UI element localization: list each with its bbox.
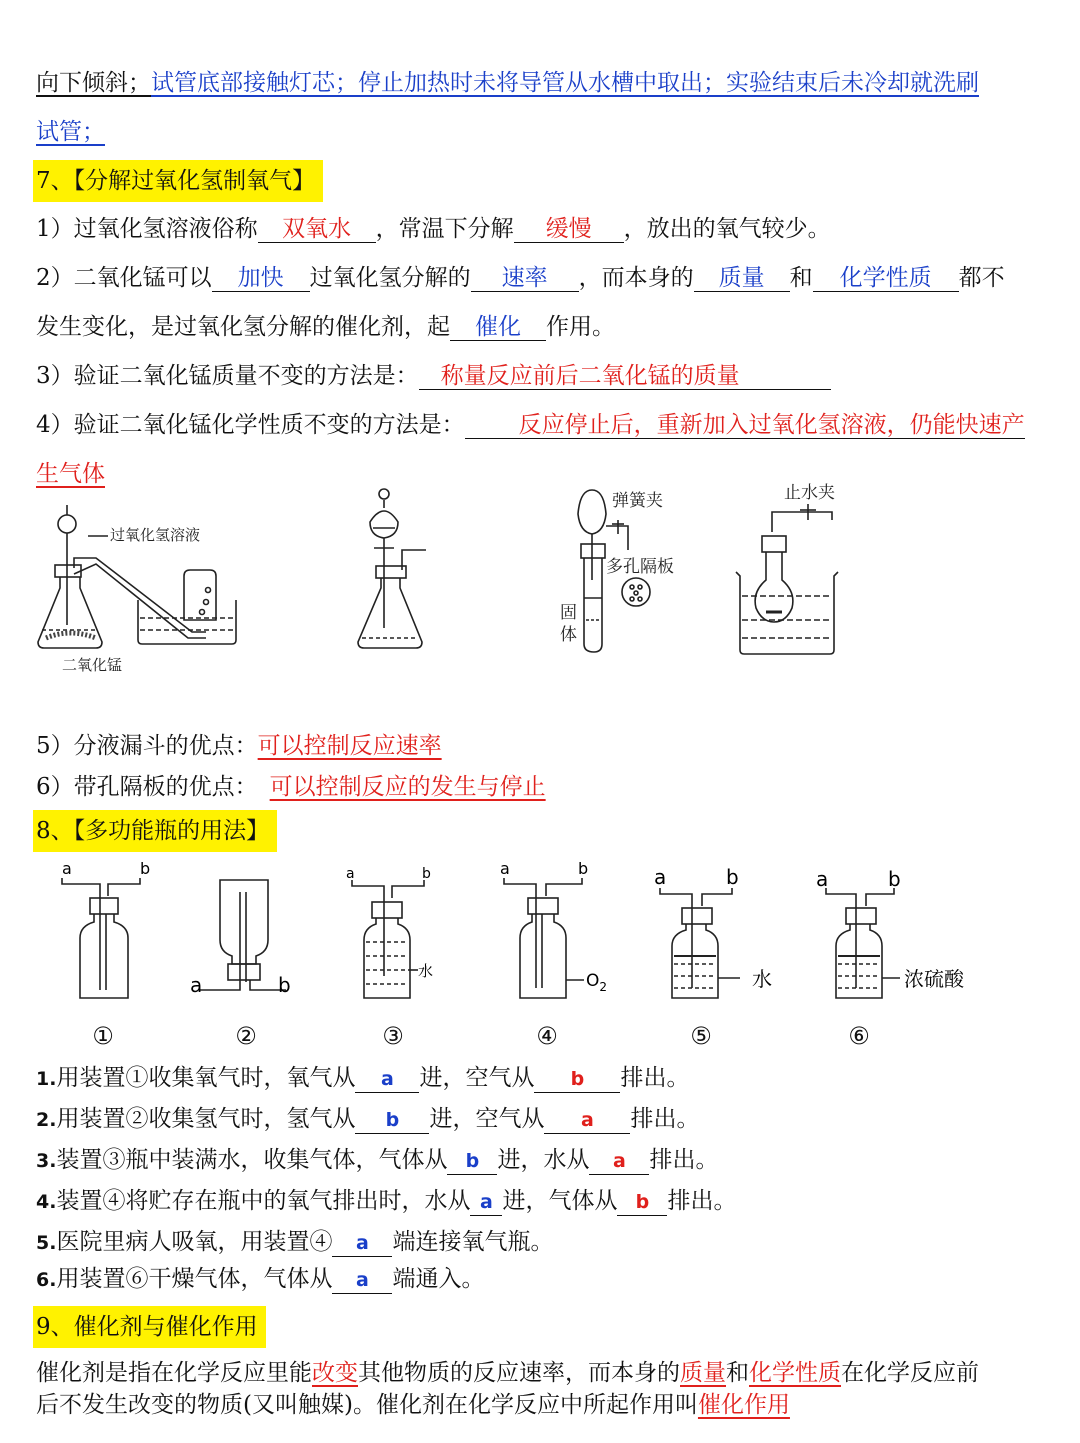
- port-label: b: [140, 859, 151, 878]
- question-line: [36, 772, 1046, 802]
- question-text: ，而本身的: [578, 265, 694, 291]
- side-label: 水: [752, 967, 772, 991]
- separatory-funnel-flask-diagram: [358, 489, 426, 648]
- answer-blank: b: [617, 1189, 667, 1216]
- diagram-label: 过氧化氢溶液: [110, 526, 201, 544]
- section-heading: 8、【多功能瓶的用法】: [33, 810, 277, 852]
- question-line: [36, 1227, 1046, 1258]
- bottle-caption: ②: [235, 1022, 257, 1050]
- question-line: [36, 731, 1046, 761]
- answer-blank: b: [447, 1148, 497, 1175]
- bottle-2: [200, 880, 286, 990]
- bottle-caption: ①: [92, 1022, 114, 1050]
- question-line: [36, 312, 1046, 342]
- question-text: 1）过氧化氢溶液俗称: [36, 216, 258, 242]
- answer-text: 可以控制反应的发生与停止: [269, 774, 546, 800]
- question-text: 2）二氧化锰可以: [36, 265, 212, 291]
- bottle-1: [62, 878, 140, 998]
- question-line: [36, 263, 1046, 293]
- answer-text: 可以控制反应速率: [257, 733, 442, 759]
- question-line: [36, 214, 1046, 244]
- answer-text: 试管；: [36, 119, 105, 145]
- port-label: a: [816, 867, 829, 891]
- port-label: a: [654, 865, 667, 889]
- keyword: 质量: [680, 1360, 726, 1386]
- question-text: 进，空气从: [429, 1106, 545, 1132]
- answer-blank: 反应停止后，重新加入过氧化氢溶液，仍能快速产: [465, 412, 1025, 439]
- bottle-4: [504, 878, 584, 998]
- port-label: a: [62, 859, 72, 878]
- beaker-with-stopcock-diagram: [736, 504, 838, 654]
- port-label: a: [346, 866, 355, 882]
- port-label: a: [500, 859, 510, 878]
- paragraph-text: 催化剂是指在化学反应里能: [36, 1360, 312, 1386]
- question-text: 用装置①收集氧气时，氧气从: [56, 1065, 356, 1091]
- answer-blank: 化学性质: [813, 265, 959, 292]
- bottle-caption: ⑥: [848, 1022, 870, 1050]
- side-label: $O_2$: [586, 971, 608, 994]
- question-text: 6）带孔隔板的优点：: [36, 774, 258, 800]
- bottle-caption: ⑤: [690, 1022, 712, 1050]
- diagram-label: 多孔隔板: [606, 557, 674, 577]
- question-text: 过氧化氢分解的: [309, 265, 471, 291]
- keyword: 化学性质: [749, 1360, 841, 1386]
- diagram-label: 体: [560, 625, 577, 645]
- answer-blank: 加快: [212, 265, 310, 292]
- question-line: [36, 1264, 1046, 1295]
- answer-blank: 称量反应前后二氧化锰的质量: [419, 363, 831, 390]
- question-line: [36, 1186, 1046, 1217]
- text-line: [36, 117, 1046, 147]
- port-label: b: [888, 867, 901, 891]
- diagram-label: 止水夹: [784, 483, 835, 503]
- question-text: ，放出的氧气较少。: [623, 216, 831, 242]
- question-text: 5）分液漏斗的优点：: [36, 733, 258, 759]
- question-text: 和: [789, 265, 813, 291]
- port-label: a: [190, 973, 203, 997]
- question-text: 排出。: [620, 1065, 690, 1091]
- paragraph-line: [36, 1390, 1046, 1420]
- answer-blank: a: [589, 1148, 649, 1175]
- question-line: [36, 410, 1046, 440]
- question-text: 端通入。: [392, 1266, 485, 1292]
- bottle-3: [352, 880, 424, 998]
- answer-blank: a: [355, 1066, 419, 1093]
- question-text: 排出。: [630, 1106, 700, 1132]
- answer-blank: b: [534, 1066, 620, 1093]
- answer-blank: b: [355, 1107, 429, 1134]
- answer-blank: a: [332, 1267, 392, 1294]
- section-heading: 7、【分解过氧化氢制氧气】: [33, 160, 323, 202]
- answer-blank: a: [332, 1230, 392, 1257]
- port-label: b: [422, 866, 431, 882]
- keyword: 改变: [312, 1360, 358, 1386]
- diagram-label: 二氧化锰: [62, 656, 123, 674]
- question-text: 排出。: [649, 1147, 719, 1173]
- answer-blank: 催化: [450, 314, 546, 341]
- bottle-6: [826, 888, 900, 998]
- port-label: b: [578, 859, 589, 878]
- question-line: [36, 1063, 1046, 1094]
- diagram-label: 弹簧夹: [612, 491, 663, 511]
- text-span: 向下倾斜；: [36, 70, 151, 96]
- bottle-caption: ③: [382, 1022, 404, 1050]
- text-line: [36, 68, 1046, 98]
- question-text: 装置③瓶中装满水，收集气体，气体从: [56, 1147, 448, 1173]
- question-text: 装置④将贮存在瓶中的氧气排出时，水从: [56, 1188, 471, 1214]
- side-label: 水: [418, 962, 434, 980]
- answer-blank: 双氧水: [258, 216, 376, 243]
- question-text: 用装置②收集氢气时，氢气从: [56, 1106, 356, 1132]
- side-label: 浓硫酸: [904, 967, 964, 991]
- question-line: [36, 361, 1046, 391]
- question-text: ，常温下分解: [375, 216, 514, 242]
- gas-bottle-diagrams: [0, 852, 1080, 1052]
- question-text: 发生变化，是过氧化氢分解的催化剂，起: [36, 314, 450, 340]
- diagram-label: 固: [560, 603, 577, 623]
- answer-blank: 速率: [471, 265, 579, 292]
- question-number: 6.: [36, 1269, 57, 1291]
- keyword: 催化作用: [697, 1392, 790, 1418]
- question-text: 3）验证二氧化锰质量不变的方法是：: [36, 363, 419, 389]
- question-text: 进，水从: [497, 1147, 590, 1173]
- paragraph-text: 其他物质的反应速率，而本身的: [358, 1360, 680, 1386]
- question-text: 都不: [958, 265, 1005, 291]
- answer-blank: 质量: [694, 265, 790, 292]
- bottle-5: [660, 888, 740, 998]
- paragraph-text: 和: [726, 1360, 749, 1386]
- port-label: b: [278, 973, 291, 997]
- question-line: [36, 1104, 1046, 1135]
- question-text: 4）验证二氧化锰化学性质不变的方法是：: [36, 412, 465, 438]
- question-line: [36, 1145, 1046, 1176]
- question-number: 4.: [36, 1191, 57, 1213]
- paragraph-text: 后不发生改变的物质(又叫触媒)。催化剂在化学反应中所起作用叫: [36, 1392, 698, 1418]
- paragraph-text: 在化学反应前: [841, 1360, 979, 1386]
- port-label: b: [726, 865, 739, 889]
- paragraph-line: [36, 1358, 1046, 1388]
- question-text: 用装置⑥干燥气体，气体从: [56, 1266, 333, 1292]
- answer-text: 生气体: [36, 461, 105, 487]
- section-heading: 9、催化剂与催化作用: [33, 1306, 266, 1348]
- question-text: 作用。: [546, 314, 615, 340]
- bottle-caption: ④: [536, 1022, 558, 1050]
- question-number: 3.: [36, 1150, 57, 1172]
- answer-blank: a: [470, 1189, 502, 1216]
- question-number: 2.: [36, 1109, 57, 1131]
- apparatus-diagrams: [0, 480, 1080, 690]
- answer-blank: a: [544, 1107, 630, 1134]
- question-text: 进，气体从: [502, 1188, 618, 1214]
- question-text: 进，空气从: [419, 1065, 535, 1091]
- question-text: 排出。: [667, 1188, 737, 1214]
- question-number: 1.: [36, 1068, 57, 1090]
- answer-text: 试管底部接触灯芯；停止加热时未将导管从水槽中取出；实验结束后未冷却就洗刷: [151, 70, 979, 96]
- question-number: 5.: [36, 1232, 57, 1254]
- question-text: 医院里病人吸氧，用装置④: [56, 1229, 333, 1255]
- question-text: 端连接氧气瓶。: [392, 1229, 554, 1255]
- answer-blank: 缓慢: [514, 216, 624, 243]
